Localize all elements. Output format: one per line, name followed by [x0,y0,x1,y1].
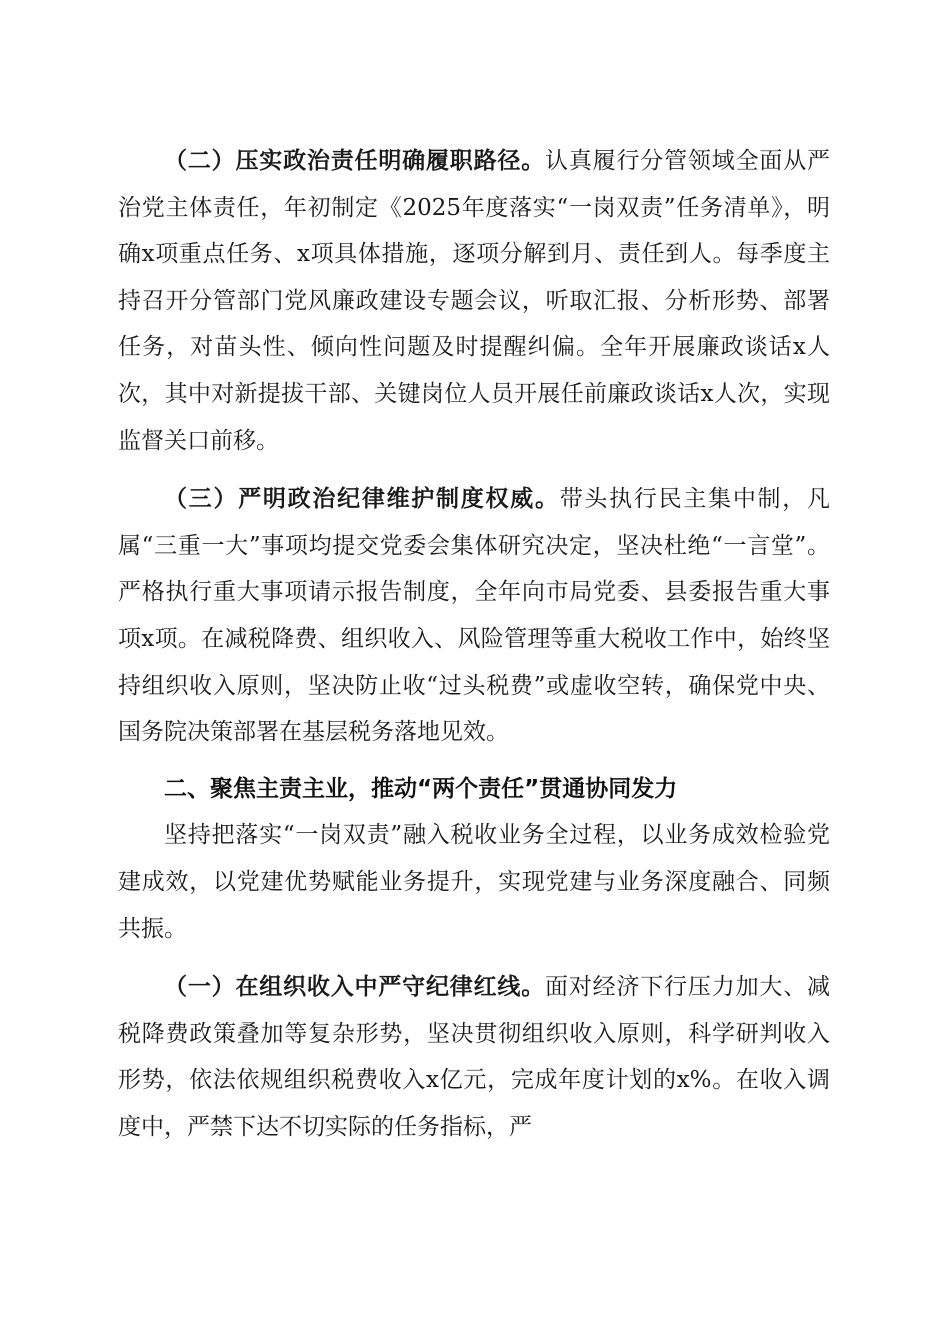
section-heading: 二、聚焦主责主业，推动“两个责任”贯通协同发力 [164,775,678,802]
paragraph-text: 认真履行分管领域全面从严治党主体责任，年初制定《2025年度落实“一岗双责”任务清单》，明确x项重点任务、x项具体措施，逐项分解到月、责任到人。每季度主持召开分管部门党风廉政建设专题会议，听取汇报、分析形势、部署任务，对苗头性、倾向性问题及时提醒纠偏。全年开展廉政谈话x人次，其中对新提拔干部、关键岗位人员开展任前廉政谈话x人次，实现监督关口前移。 [118,148,831,454]
paragraph-lead-heading: （一）在组织收入中严守纪律红线。 [164,974,546,1001]
paragraph-political-discipline [118,476,830,756]
paragraph-text: 面对经济下行压力加大、减税降费政策叠加等复杂形势，坚决贯彻组织收入原则，科学研判收入形势，依法依规组织税费收入x亿元，完成年度计划的x%。在收入调度中，严禁下达不切实际的任务指标，严 [118,974,831,1140]
paragraph-text: 带头执行民主集中制，凡属“三重一大”事项均提交党委会集体研究决定，坚决杜绝“一言堂”。严格执行重大事项请示报告制度，全年向市局党委、县委报告重大事项x项。在减税降费、组织收入、风险管理等重大税收工作中，始终坚持组织收入原则，坚决防止收“过头税费”或虚收空转，确保党中央、国务院决策部署在基层税务落地见效。 [118,486,831,746]
section-intro-paragraph: 坚持把落实“一岗双责”融入税收业务全过程，以业务成效检验党建成效，以党建优势赋能业务提升，实现党建与业务深度融合、同频共振。 [118,822,830,942]
paragraph-responsibility-path [118,138,830,464]
document-body [118,138,830,1150]
paragraph-lead-heading: （二）压实政治责任明确履职路径。 [164,148,546,174]
paragraph-revenue-discipline [118,964,830,1150]
paragraph-lead-heading: （三）严明政治纪律维护制度权威。 [164,486,560,513]
